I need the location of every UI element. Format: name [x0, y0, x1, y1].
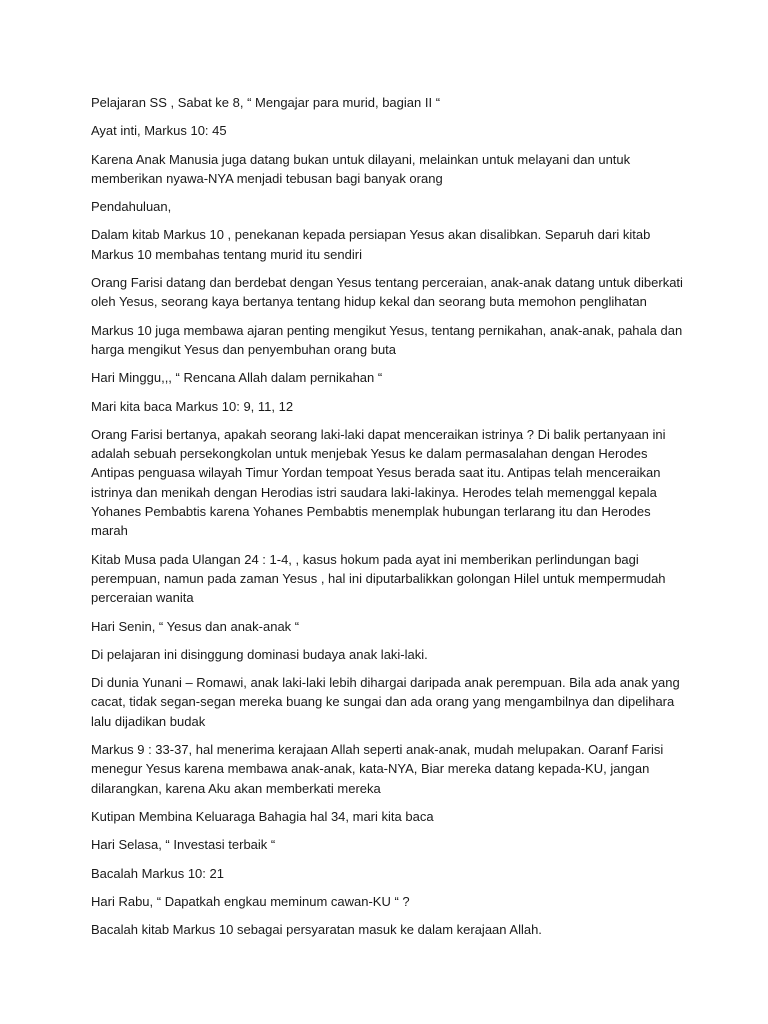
lesson-title: Pelajaran SS , Sabat ke 8, “ Mengajar para murid, bagian II “	[91, 95, 441, 110]
key-verse-text: Karena Anak Manusia juga datang bukan untuk dilayani, melainkan untuk melayani dan untuk memberikan nyawa-NYA menjadi tebusan bagi banyak orang	[91, 151, 631, 186]
paragraph: Markus 10 juga membawa ajaran penting mengikut Yesus, tentang pernikahan, anak-anak, pahala dan harga mengikut Yesus dan penyembuhan orang buta	[91, 322, 683, 357]
paragraph: Di dunia Yunani – Romawi, anak laki-laki lebih dihargai daripada anak perempuan. Bila ada anak yang cacat, tidak segan-segan mereka buang ke sungai dan ada orang yang mengambilnya dan dipelihara lalu dijadikan budak	[91, 675, 680, 729]
paragraph: Bacalah Markus 10: 21	[91, 865, 224, 881]
paragraph: Markus 9 : 33-37, hal menerima kerajaan Allah seperti anak-anak, mudah melupakan. Oaranf Farisi menegur Yesus karena membawa anak-anak, kata-NYA, Biar mereka datang kepada-KU, jangan dilarangkan, karena Aku akan memberkati mereka	[91, 742, 664, 796]
paragraph: Di pelajaran ini disinggung dominasi budaya anak laki-laki.	[91, 646, 428, 662]
introduction-heading: Pendahuluan,	[91, 199, 172, 215]
tuesday-heading: Hari Selasa, “ Investasi terbaik “	[91, 837, 276, 853]
key-verse-reference: Ayat inti, Markus 10: 45	[91, 123, 227, 139]
paragraph: Orang Farisi bertanya, apakah seorang laki-laki dapat menceraikan istrinya ? Di balik pertanyaan ini adalah sebuah persekongkolan untuk menjebak Yesus ke dalam permasalahan dengan Herodes Antipas penguasa wilayah Timur Yordan tempoat Yesus berada saat itu. Antipas telah menceraikan istrinya dan menikah dengan Herodias istri saudara laki-lakinya. Herodes telah memenggal kepala Yohanes Pembabtis karena Yohanes Pembabtis menemplak hubungan terlarang itu dan Herodes marah	[91, 426, 666, 539]
monday-heading: Hari Senin, “ Yesus dan anak-anak “	[91, 618, 300, 634]
paragraph: Kitab Musa pada Ulangan 24 : 1-4, , kasus hokum pada ayat ini memberikan perlindungan bagi perempuan, namun pada zaman Yesus , hal ini diputarbalikkan golongan Hilel untuk mempermudah perceraian wanita	[91, 551, 666, 606]
paragraph: Bacalah kitab Markus 10 sebagai persyaratan masuk ke dalam kerajaan Allah.	[91, 922, 542, 938]
paragraph: Orang Farisi datang dan berdebat dengan Yesus tentang perceraian, anak-anak datang untuk diberkati oleh Yesus, seorang kaya bertanya tentang hidup kekal dan seorang buta memohon penglihatan	[91, 275, 683, 310]
wednesday-heading: Hari Rabu, “ Dapatkah engkau meminum cawan-KU “ ?	[91, 893, 410, 909]
paragraph: Kutipan Membina Keluaraga Bahagia hal 34, mari kita baca	[91, 808, 434, 824]
document-body	[91, 93, 691, 948]
paragraph: Dalam kitab Markus 10 , penekanan kepada persiapan Yesus akan disalibkan. Separuh dari kitab Markus 10 membahas tentang murid itu sendiri	[91, 227, 651, 262]
sunday-heading: Hari Minggu,,, “ Rencana Allah dalam pernikahan “	[91, 370, 383, 386]
paragraph: Mari kita baca Markus 10: 9, 11, 12	[91, 398, 294, 414]
